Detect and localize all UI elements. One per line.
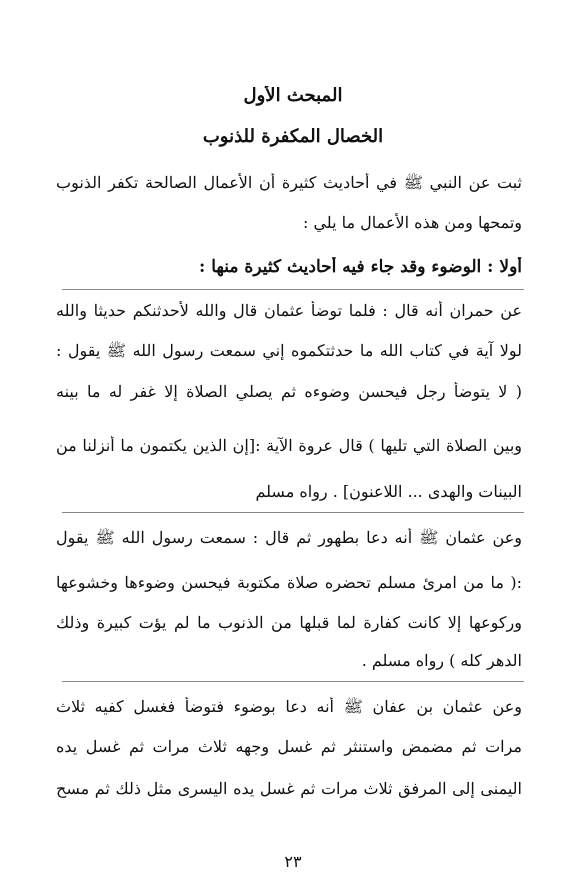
text-line: وبين الصلاة التي تليها ) قال عروة الآية :[إن الذين يكتمون ما أنزلنا من [56,436,522,455]
text-line: وتمحها ومن هذه الأعمال ما يلي : [302,213,522,232]
text-line: وعن عثمان ﷺ أنه دعا بطهور ثم قال : سمعت رسول الله ﷺ يقول [56,528,522,547]
text-line: البينات والهدى ... اللاعنون] . رواه مسلم [255,482,522,501]
separator-line [62,512,524,513]
text-line: :( ما من امرئ مسلم تحضره صلاة مكتوبة فيحسن وضوءها وخشوعها [56,573,522,592]
text-line: الدهر كله ) رواه مسلم . [361,651,522,670]
separator-line [62,681,524,682]
text-line: وركوعها إلا كانت كفارة لما قبلها من الذنوب ما لم يؤت كبيرة وذلك [56,613,522,632]
text-line: ( لا يتوضأ رجل فيحسن وضوءه ثم يصلي الصلاة إلا غفر له ما بينه [56,382,522,401]
page-number: ٢٣ [284,852,302,871]
text-line: عن حمران أنه قال : فلما توضأ عثمان قال والله لأحدثنكم حديثا والله [56,301,522,320]
chapter-heading: المبحث الأول [243,86,343,106]
text-line: اليمنى إلى المرفق ثلاث مرات ثم غسل يده اليسرى مثل ذلك ثم مسح [56,779,522,798]
chapter-subheading: الخصال المكفرة للذنوب [202,127,384,147]
separator-line [62,289,524,290]
text-line: وعن عثمان بن عفان ﷺ أنه دعا بوضوء فتوضأ فغسل كفيه ثلاث [56,697,522,716]
text-line: ثبت عن النبي ﷺ في أحاديث كثيرة أن الأعمال الصالحة تكفر الذنوب [56,173,522,192]
section-heading: أولا : الوضوء وقد جاء فيه أحاديث كثيرة منها : [199,257,522,277]
text-line: مرات ثم مضمض واستنثر ثم غسل وجهه ثلاث مرات ثم غسل يده [56,737,522,756]
text-line: لولا آية في كتاب الله ما حدثتكموه إني سمعت رسول الله ﷺ يقول : [56,341,522,360]
